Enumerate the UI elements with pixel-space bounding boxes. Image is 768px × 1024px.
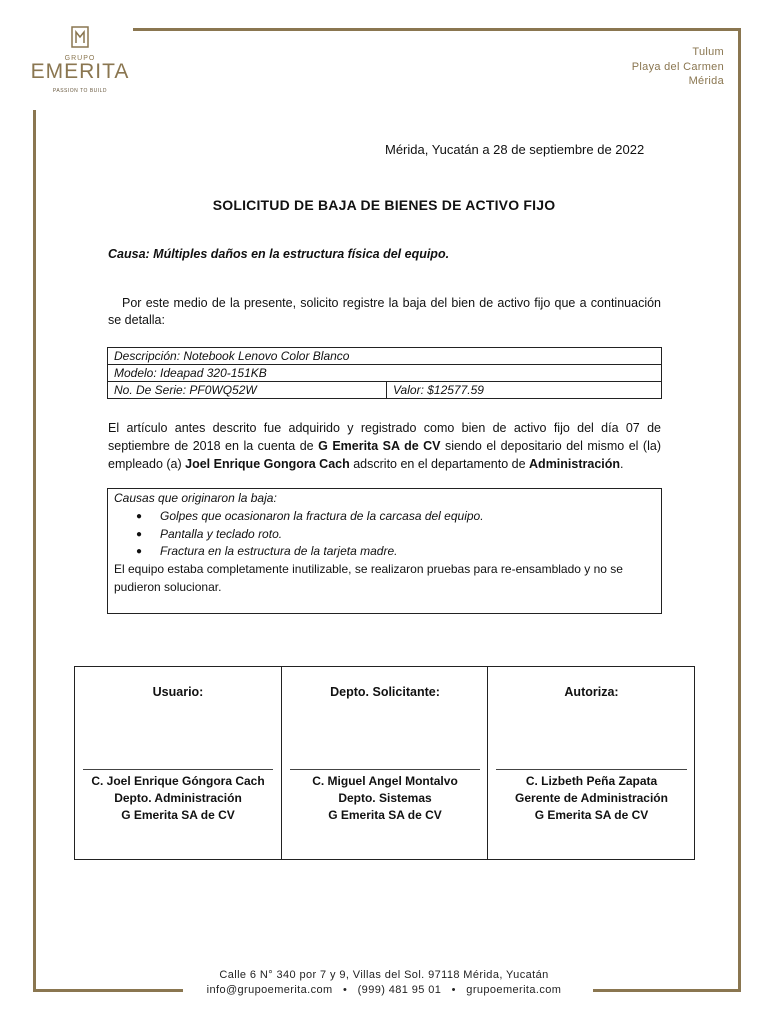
signature-line [496,769,687,770]
footer-phone: (999) 481 95 01 [357,984,442,996]
acquisition-department: Administración [529,457,621,471]
signer-name: C. Lizbeth Peña Zapata [525,774,658,788]
cause-item-text: Fractura en la estructura de la tarjeta madre. [160,544,398,558]
signer-company: G Emerita SA de CV [121,808,235,822]
signature-user [75,667,281,859]
list-item [136,543,484,561]
signature-heading: Autoriza: [564,685,619,699]
asset-serial: No. De Serie: PF0WQ52W [108,382,387,399]
causes-title: Causas que originaron la baja: [114,491,277,505]
causes-note: El equipo estaba completamente inutilizable, se realizaron pruebas para re-ensamblado y no se pudieron solucionar. [114,562,623,594]
frame-right-border [738,28,741,992]
logo-grupo-text: GRUPO [64,55,96,62]
office-cities [632,45,724,89]
signature-line [290,769,480,770]
causes-list [136,508,484,561]
city-playa-del-carmen: Playa del Carmen [631,60,724,73]
acquisition-paragraph [108,419,661,473]
footer-separator: • [342,984,348,996]
footer-website: grupoemerita.com [466,984,562,996]
signer-role: Gerente de Administración [515,791,668,805]
list-item [136,526,484,544]
footer-separator: • [451,984,456,996]
cause-line: Causa: Múltiples daños en la estructura física del equipo. [108,247,450,261]
company-logo [30,26,130,108]
signer-name: C. Joel Enrique Góngora Cach [91,774,265,788]
table-row [108,365,662,382]
signature-heading: Usuario: [152,685,204,699]
bullet-icon: ● [136,511,143,522]
intro-paragraph: Por este medio de la presente, solicito registre la baja del bien de activo fijo que a continuación se detalla: [108,296,661,327]
asset-details-table [107,347,662,399]
signer-role: Depto. Sistemas [338,791,432,805]
acquisition-employee: Joel Enrique Gongora Cach [185,457,350,471]
list-item [136,508,484,526]
signature-heading: Depto. Solicitante: [330,685,440,699]
footer-address: Calle 6 N° 340 por 7 y 9, Villas del Sol. 97118 Mérida, Yucatán [219,969,549,981]
city-merida: Mérida [688,75,724,87]
cause-item-text: Pantalla y teclado roto. [160,526,283,541]
acquisition-company: G Emerita SA de CV [318,439,441,453]
table-row [108,382,662,399]
document-date: Mérida, Yucatán a 28 de septiembre de 2022 [385,142,645,157]
emerita-monogram-icon [71,26,89,48]
cause-item-text: Golpes que ocasionaron la fractura de la carcasa del equipo. [160,509,484,523]
acquisition-text-3: adscrito en el departamento de [349,457,530,471]
page-footer [0,968,768,998]
asset-value: Valor: $12577.59 [387,382,662,399]
signer-role: Depto. Administración [114,791,242,805]
signature-details [488,773,695,824]
signer-company: G Emerita SA de CV [328,808,442,822]
document-title: SOLICITUD DE BAJA DE BIENES DE ACTIVO FIJO [212,197,556,213]
signer-company: G Emerita SA de CV [534,808,649,822]
signature-authorizes [487,667,695,859]
signature-details [75,773,281,824]
bullet-icon: ● [136,528,143,540]
frame-top-border [133,28,741,31]
footer-email: info@grupoemerita.com [206,984,333,996]
footer-contact [0,983,768,998]
acquisition-text-1: El artículo antes descrito fue adquirido y registrado como bien de activo fijo del día 07 de septiembre de 2018 en la cuenta de [108,421,661,453]
signature-table [74,666,695,860]
asset-description: Descripción: Notebook Lenovo Color Blanco [108,348,662,365]
acquisition-text-4: . [620,457,624,471]
signer-name: C. Miguel Angel Montalvo [312,774,458,788]
signature-details [282,773,488,824]
asset-model: Modelo: Ideapad 320-151KB [108,365,662,382]
table-row [108,348,662,365]
causes-box [107,488,662,614]
signature-line [83,769,273,770]
bullet-icon: ● [136,546,143,557]
city-tulum: Tulum [692,46,724,58]
frame-left-border [33,110,36,992]
signature-requesting-dept [281,667,488,859]
logo-tagline: PASSION TO BUILD [52,88,108,94]
logo-name-text: EMERITA [30,60,130,83]
acquisition-text-2: siendo el depositario del mismo el (la) empleado (a) [108,439,661,471]
